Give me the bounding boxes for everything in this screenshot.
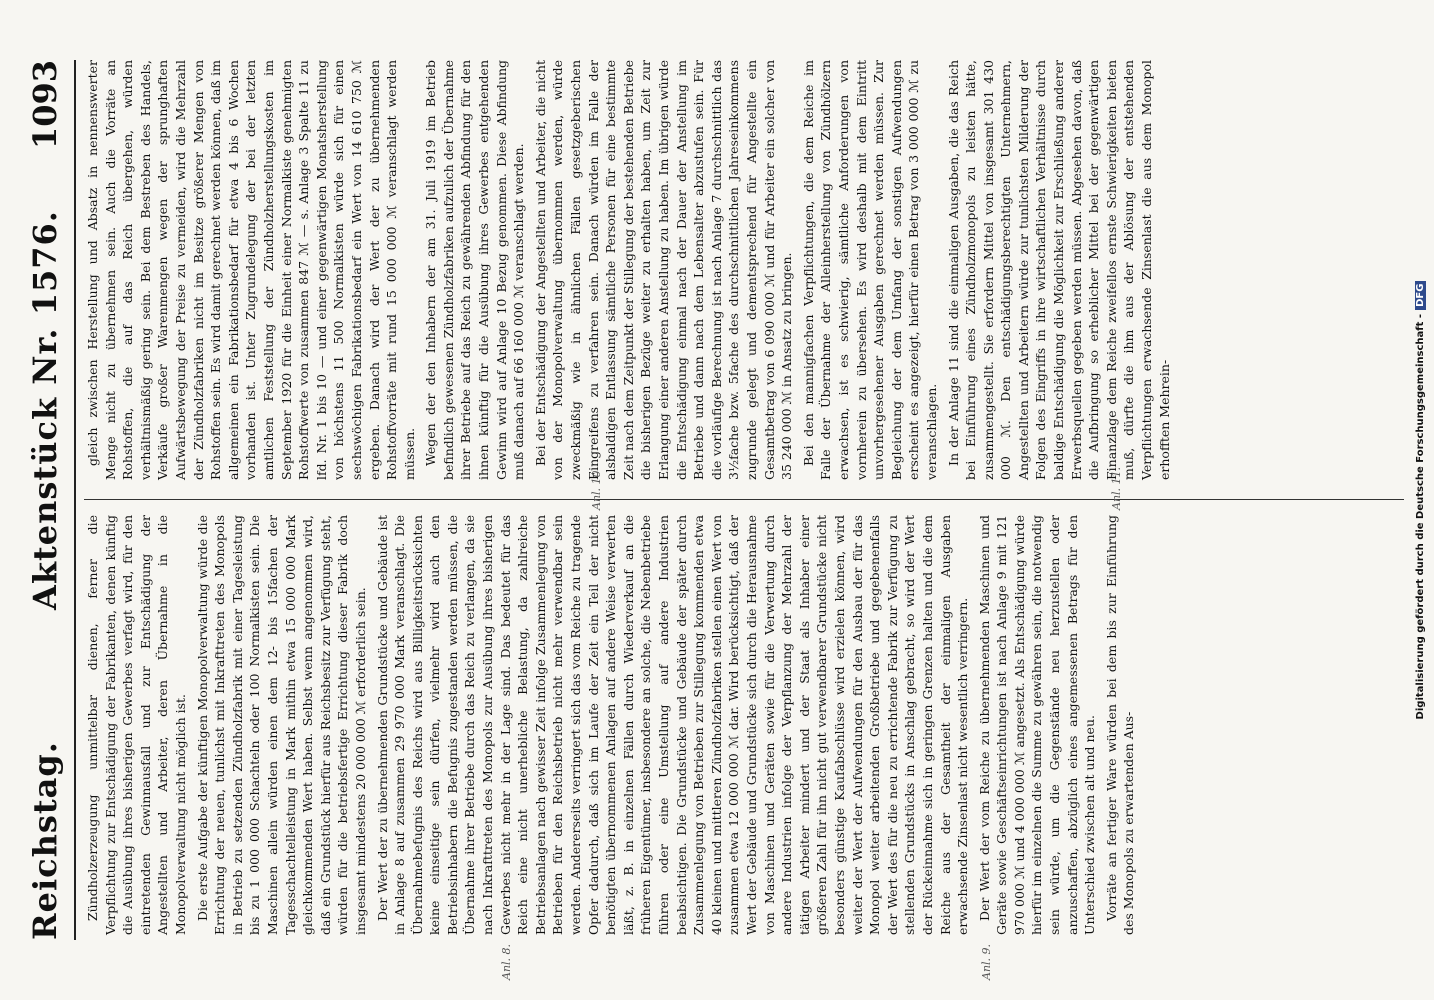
paragraph: Der Wert der zu übernehmenden Grundstücke und Gebäude ist in Anlage 8 auf zusammen 29 970 000 Mark veranschlagt. Die Übernahmebefugnis des Reichs wird aus Billigkeitsrücksichten keine einseitige sein dürfen, vielmehr wird auch den Betriebsinhabern die Befugnis zugestanden werden müssen, die Übernahme ihrer Betriebe durch das Reich zu verlangen, da sie nach Inkrafttreten des Monopols zur Ausübung ihres bisherigen Gewerbes nicht mehr in der Lage sind. Das bedeutet für das Reich eine nicht unerhebliche Belastung, da zahlreiche Betriebsanlagen nach gewisser Zeit infolge Zusammenlegung von Betrieben für den Reichsbetrieb nicht mehr verwendbar sein werden. Andererseits verringert sich das vom Reiche zu tragende Opfer dadurch, daß sich im Laufe der Zeit ein Teil der nicht benötigten übernommenen Anlagen auf andere Weise verwerten läßt, z. B. in einzelnen Fällen durch Wiederverkauf an die früheren Eigentümer, insbesondere an solche, die Nebenbetriebe führen oder eine Umstellung auf andere Industrien beabsichtigen. Die Grundstücke und Gebäude der später durch Zusammenlegung von Betrieben zur Stillegung kommenden etwa 40 kleinen und mittleren Zündholzfabriken stellen einen Wert von zusammen etwa 12 000 000 ℳ dar. Wird berücksichtigt, daß der Wert der Gebäude und Grundstücke sich durch die Herausnahme von Maschinen und Geräten sowie für die Verwertung durch andere Industrien infolge der Verpflanzung der Mehrzahl der tätigen Arbeiter mindert und der Staat als Inhaber einer größeren Zahl für ihn nicht gut verwendbarer Grundstücke nicht besonders günstige Kaufabschlüsse wird erzielen können, wird weiter der Wert der Aufwendungen für den Ausbau der für das Monopol weiter arbeitenden Großbetriebe und gegebenenfalls der Wert des für die neu zu errichtende Fabrik zur Verfügung zu stellenden Grundstücks in Anschlag gebracht, so wird der Wert der Rückeinnahme sich in geringen Grenzen halten und die dem Reiche aus der Gesamtheit der einmaligen Ausgaben erwachsende Zinsenlast nicht wesentlich verringern.	[374, 515, 971, 935]
paragraph: Vorräte an fertiger Ware würden bei dem bis zur Einführung des Monopols zu erwartenden Aus-	[1103, 515, 1137, 935]
paragraph: Bei den mannigfachen Verpflichtungen, die dem Reiche im Falle der Übernahme der Alleinherstellung von Zündhölzern erwachsen, ist es schwierig, sämtliche Anforderungen von vornherein zu übersehen. Es wird deshalb mit dem Eintritt unvorhergesehener Ausgaben gerechnet werden müssen. Zur Begleichung der dem Umfang der sonstigen Aufwendungen erscheint es angezeigt, hierfür einen Betrag von 3 000 000 ℳ zu veranschlagen.	[800, 60, 939, 480]
dfg-badge: DFG	[1415, 281, 1426, 310]
digitization-footer	[1415, 0, 1429, 1000]
paragraph: Wegen der den Inhabern der am 31. Juli 1919 im Betrieb befindlich gewesenen Zündholzfabriken aufzulich der Übernahme ihrer Betriebe auf das Reich zu gewährenden Abfindung für den ihnen künftig für die Ausübung ihres Gewerbes entgehenden Gewinn wird auf Anlage 10 Bezug genommen. Diese Abfindung muß danach auf 66 160 000 ℳ veranschlagt werden.	[423, 60, 527, 480]
paragraph: gleich zwischen Herstellung und Absatz in nennenswerter Menge nicht zu übernehmen sein. Auch die Vorräte an Rohstoffen, die auf das Reich übergehen, würden verhältnismäßig gering sein. Bei dem Bestreben des Handels, Verkäufe großer Warenmengen wegen der sprunghaften Aufwärtsbewegung der Preise zu vermeiden, wird die Mehrzahl der Zündholzfabriken nicht im Besitze größerer Mengen von Rohstoffen sein. Es wird damit gerechnet werden können, daß im allgemeinen ein Fabrikationsbedarf für etwa 4 bis 6 Wochen vorhanden ist. Unter Zugrundelegung der bei der letzten amtlichen Feststellung der Zündholzherstellungskosten im September 1920 für die Einheit einer Normalkiste genehmigten Rohstoffwerte von zusammen 847 ℳ — s. Anlage 3 Spalte 11 zu lfd. Nr. 1 bis 10 — und einer gegenwärtigen Monatsherstellung von höchstens 11 500 Normalkisten würde sich für einen sechswöchigen Fabrikationsbedarf ein Wert von 14 610 750 ℳ ergeben. Danach wird der Wert der zu übernehmenden Rohstoffvorräte mit rund 15 000 000 ℳ veranschlagt werden müssen.	[85, 60, 417, 480]
paragraph: Bei der Entschädigung der Angestellten und Arbeiter, die nicht von der Monopolverwaltung übernommen werden, würde zweckmäßig wie in ähnlichen Fällen gesetzgeberischen Eingreifens zu verfahren sein. Danach würden im Falle der alsbaldigen Entlassung sämtliche Personen für eine bestimmte Zeit nach dem Zeitpunkt der Stillegung der bestehenden Betriebe die bisherigen Bezüge weiter zu erhalten haben, um Zeit zur Erlangung einer anderen Anstellung zu haben. Im übrigen würde die Entschädigung einmal nach der Dauer der Anstellung im Betriebe und dann nach dem Lebensalter abzustufen sein. Für die vorläufige Berechnung ist nach Anlage 7 durchschnittlich das 3½fache bzw. 5fache des durchschnittlichen Jahreseinkommens zugrunde gelegt und dementsprechend für Angestellte ein Gesamtbetrag von 6 090 000 ℳ und für Arbeiter ein solcher von 35 240 000 ℳ in Ansatz zu bringen.	[532, 60, 795, 480]
margin-note-anl11: Anl. 11.	[1110, 466, 1123, 510]
paragraph: Zündholzerzeugung unmittelbar dienen, ferner die Verpflichtung zur Entschädigung der Fabrikanten, denen künftig die Ausübung ihres bisherigen Gewerbes verfagt wird, für den eintretenden Gewinnausfall und zur Entschädigung der Angestellten und Arbeiter, deren Übernahme in die Monopolverwaltung nicht möglich ist.	[85, 515, 188, 935]
paragraph: Der Wert der vom Reiche zu übernehmenden Maschinen und Geräte sowie Geschäftseinrichtungen ist nach Anlage 9 mit 121 970 000 ℳ und 4 000 000 ℳ angesetzt. Als Entschädigung würde hierfür im einzelnen die Summe zu gewähren sein, die notwendig sein würde, um die Gegenstände neu herzustellen oder anzuschaffen, abzüglich eines angemessenen Betrags für den Unterschied zwischen alt und neu.	[976, 515, 1098, 935]
margin-note-anl8: Anl. 8.	[500, 943, 513, 980]
header-title: Aktenstück Nr. 1576.	[26, 210, 64, 610]
page-header	[18, 60, 76, 940]
paragraph: Die erste Aufgabe der künftigen Monopolverwaltung würde die Errichtung der neuen, tunlichst mit Inkrafttreten des Monopols in Betrieb zu setzenden Zündholzfabrik mit einer Tagesleistung bis zu 1 000 000 Schachteln oder 100 Normalkisten sein. Die Maschinen allein würden einen dem 12- bis 15fachen der Tagesschachtelleistung in Mark mithin etwa 15 000 000 Mark gleichkommenden Wert haben. Selbst wenn angenommen wird, daß ein Grundstück hierfür aus Reichsbesitz zur Verfügung steht, würden für die betriebsfertige Errichtung dieser Fabrik doch insgesamt mindestens 20 000 000 ℳ erforderlich sein.	[194, 515, 368, 935]
header-left: Reichstag.	[26, 741, 64, 940]
footer-text: Digitalisierung gefördert durch die Deutsche Forschungsgemeinschaft -	[1415, 313, 1426, 720]
left-column	[84, 515, 1142, 935]
column-divider	[84, 499, 1404, 500]
margin-note-anl9: Anl. 9.	[980, 943, 993, 980]
paragraph: In der Anlage 11 sind die einmaligen Ausgaben, die das Reich bei Einführung eines Zündholzmonopols zu leisten hätte, zusammengestellt. Sie erfordern Mittel von insgesamt 301 430 000 ℳ. Den entschädigungsberechtigten Unternehmern, Angestellten und Arbeitern würde zur tunlichsten Milderung der Folgen des Eingriffs in ihre wirtschaftlichen Verhältnisse durch baldige Entschädigung die Möglichkeit zur Erschließung anderer Erwerbsquellen gegeben werden müssen. Abgesehen davon, daß die Aufbringung so erheblicher Mittel bei der gegenwärtigen Finanzlage dem Reiche zweifellos ernste Schwierigkeiten bieten muß, dürfte die ihm aus der Ablösung der entstehenden Verpflichtungen erwachsende Zinsenlast die aus dem Monopol erhofften Mehrein-	[945, 60, 1172, 480]
page-number: 1093	[26, 60, 64, 150]
right-column	[84, 60, 1177, 480]
margin-note-anl10: Anl. 10	[590, 470, 603, 510]
